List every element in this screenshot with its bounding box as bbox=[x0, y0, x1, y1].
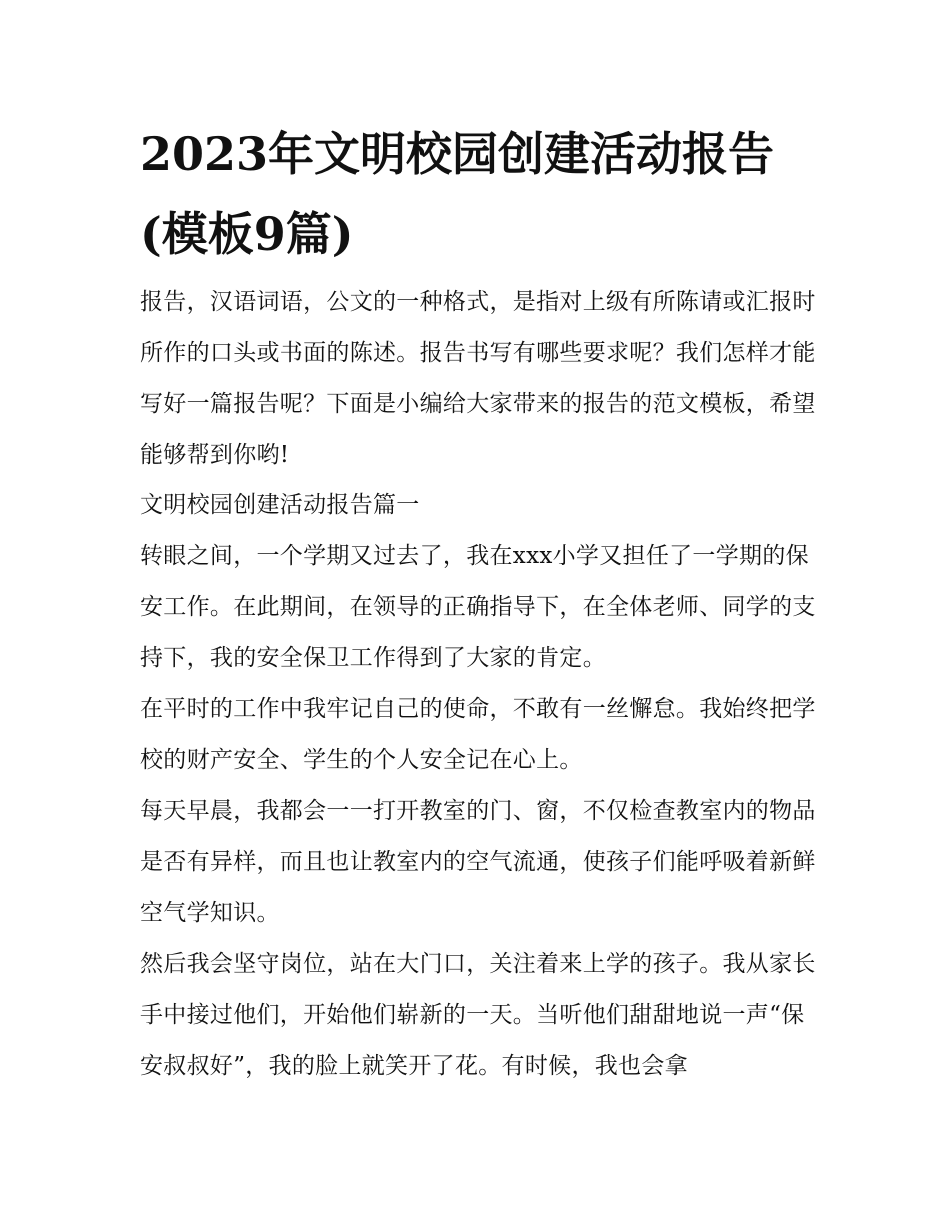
body-paragraph-4 bbox=[140, 939, 820, 1092]
body-paragraph-1 bbox=[140, 531, 820, 684]
section-heading-text: 文明校园创建活动报告篇一 bbox=[140, 492, 420, 518]
intro-paragraph bbox=[140, 277, 820, 481]
body-paragraph-2 bbox=[140, 684, 820, 786]
document-title: 2023年文明校园创建活动报告(模板9篇) bbox=[140, 127, 775, 261]
intro-text: 报告，汉语词语，公文的一种格式，是指对上级有所陈请或汇报时所作的口头或书面的陈述。报告书写有哪些要求呢？我们怎样才能写好一篇报告呢？下面是小编给大家带来的报告的范文模板，希望能够帮到你哟! bbox=[140, 289, 816, 468]
paragraph-text: 在平时的工作中我牢记自己的使命，不敢有一丝懈怠。我始终把学校的财产安全、学生的个人安全记在心上。 bbox=[140, 696, 816, 773]
paragraph-text: 每天早晨，我都会一一打开教室的门、窗，不仅检查教室内的物品是否有异样，而且也让教室内的空气流通，使孩子们能呼吸着新鲜空气学知识。 bbox=[140, 798, 816, 926]
section-heading bbox=[140, 480, 820, 531]
paragraph-text: 转眼之间，一个学期又过去了，我在xxx小学又担任了一学期的保安工作。在此期间，在领导的正确指导下，在全体老师、同学的支持下，我的安全保卫工作得到了大家的肯定。 bbox=[140, 543, 816, 671]
paragraph-text: 然后我会坚守岗位，站在大门口，关注着来上学的孩子。我从家长手中接过他们，开始他们崭新的一天。当听他们甜甜地说一声“保安叔叔好”，我的脸上就笑开了花。有时候，我也会拿 bbox=[140, 951, 816, 1079]
body-paragraph-3 bbox=[140, 786, 820, 939]
